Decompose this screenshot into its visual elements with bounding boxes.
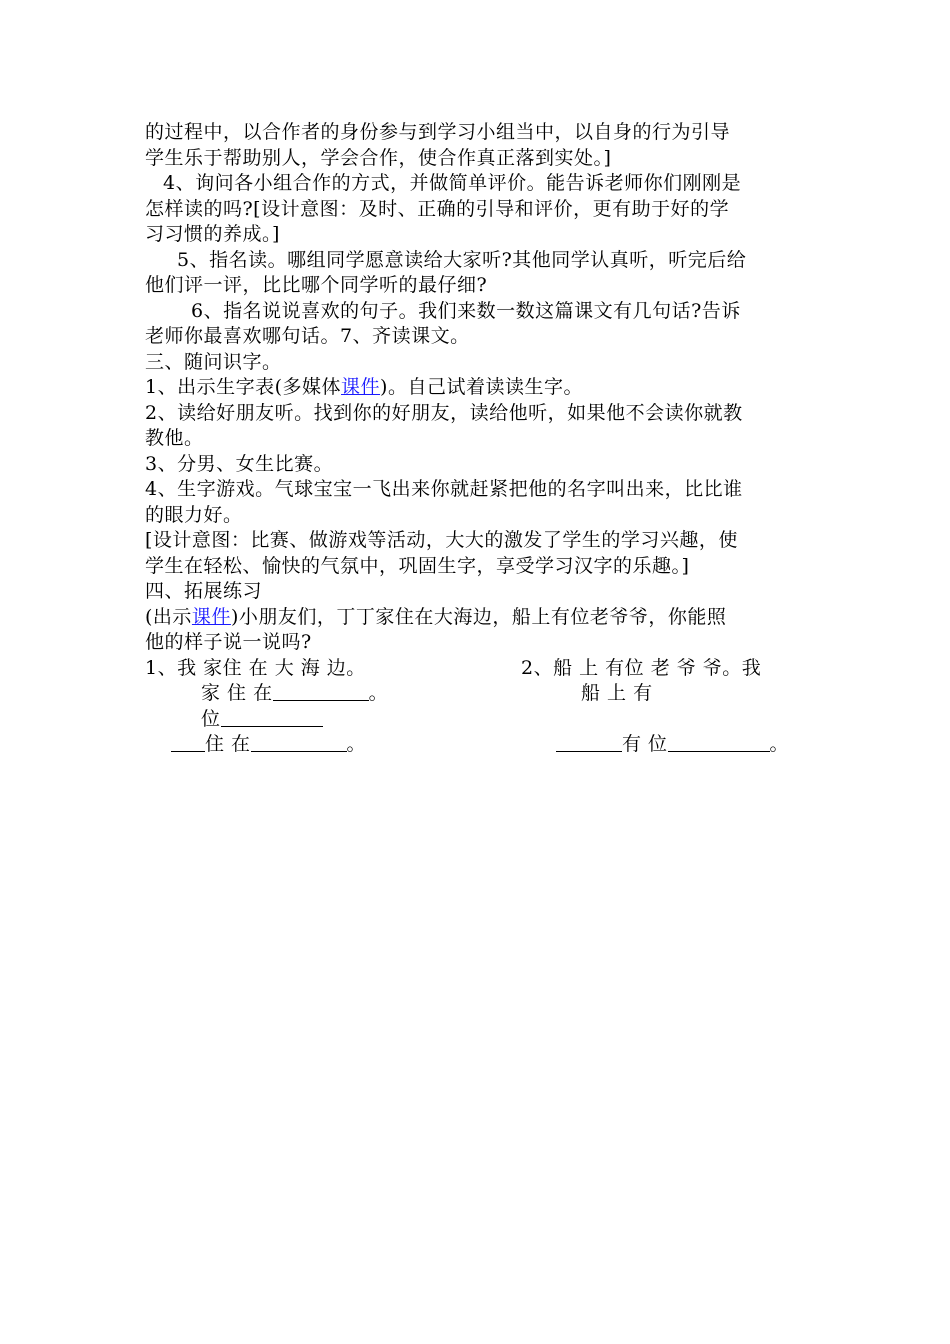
text-line: 老师你最喜欢哪句话。7、齐读课文。 bbox=[145, 325, 470, 347]
exercise-1-prompt: 住 在 。 bbox=[171, 732, 366, 758]
text-line: 他的样子说一说吗? bbox=[145, 631, 312, 653]
text-line: 5、指名读。哪组同学愿意读给大家听?其他同学认真听，听完后给 bbox=[177, 248, 747, 271]
exercise-1-prompt: 家 住 在 。 bbox=[201, 681, 389, 704]
text-line: 他们评一评，比比哪个同学听的最仔细? bbox=[145, 274, 488, 296]
fill-blank[interactable] bbox=[273, 681, 369, 701]
section-heading: 四、拓展练习 bbox=[145, 580, 263, 602]
courseware-link[interactable]: 课件 bbox=[341, 376, 381, 398]
list-item: 1、出示生字表(多媒体课件)。自己试着读读生字。 bbox=[145, 376, 583, 398]
exercise-1-sentence: 1、我 家住 在 大 海 边。 bbox=[145, 656, 366, 679]
fill-blank[interactable] bbox=[668, 732, 770, 752]
text-line: 的过程中，以合作者的身份参与到学习小组当中，以自身的行为引导 bbox=[145, 121, 731, 143]
text-line: [设计意图：比赛、做游戏等活动，大大的激发了学生的学习兴趣，使 bbox=[145, 529, 738, 551]
fill-blank[interactable] bbox=[556, 732, 622, 752]
text-line: 3、分男、女生比赛。 bbox=[145, 452, 334, 475]
text-line: 的眼力好。 bbox=[145, 503, 243, 526]
fill-blank[interactable] bbox=[221, 707, 323, 727]
text-line: 4、询问各小组合作的方式，并做简单评价。能告诉老师你们刚刚是 bbox=[163, 172, 742, 194]
text-line: 4、生字游戏。气球宝宝一飞出来你就赶紧把他的名字叫出来，比比谁 bbox=[145, 478, 743, 500]
text-line: 怎样读的吗?[设计意图：及时、正确的引导和评价，更有助于好的学 bbox=[145, 197, 730, 220]
fill-blank[interactable] bbox=[171, 732, 205, 752]
exercise-1-prompt: 位 bbox=[201, 707, 323, 733]
exercise-block bbox=[145, 656, 815, 756]
exercise-2-prompt: 船 上 有 bbox=[581, 681, 653, 704]
fill-blank[interactable] bbox=[251, 732, 347, 752]
exercise-intro: (出示课件)小朋友们，丁丁家住在大海边，船上有位老爷爷，你能照 bbox=[145, 605, 727, 628]
section-heading: 三、随问识字。 bbox=[145, 350, 282, 373]
text-line: 习习惯的养成。] bbox=[145, 223, 280, 245]
courseware-link[interactable]: 课件 bbox=[191, 605, 231, 628]
exercise-2-sentence: 2、船 上 有位 老 爷 爷。我 bbox=[521, 656, 762, 679]
document-body bbox=[145, 120, 815, 756]
text-line: 学生乐于帮助别人，学会合作，使合作真正落到实处。] bbox=[145, 146, 612, 169]
text-line: 2、读给好朋友听。找到你的好朋友，读给他听，如果他不会读你就教 bbox=[145, 401, 743, 424]
exercise-2-prompt: 有 位 。 bbox=[556, 732, 789, 758]
text-line: 学生在轻松、愉快的气氛中，巩固生字，享受学习汉字的乐趣。] bbox=[145, 554, 690, 577]
text-line: 6、指名说说喜欢的句子。我们来数一数这篇课文有几句话?告诉 bbox=[191, 299, 741, 322]
text-line: 教他。 bbox=[145, 427, 204, 449]
